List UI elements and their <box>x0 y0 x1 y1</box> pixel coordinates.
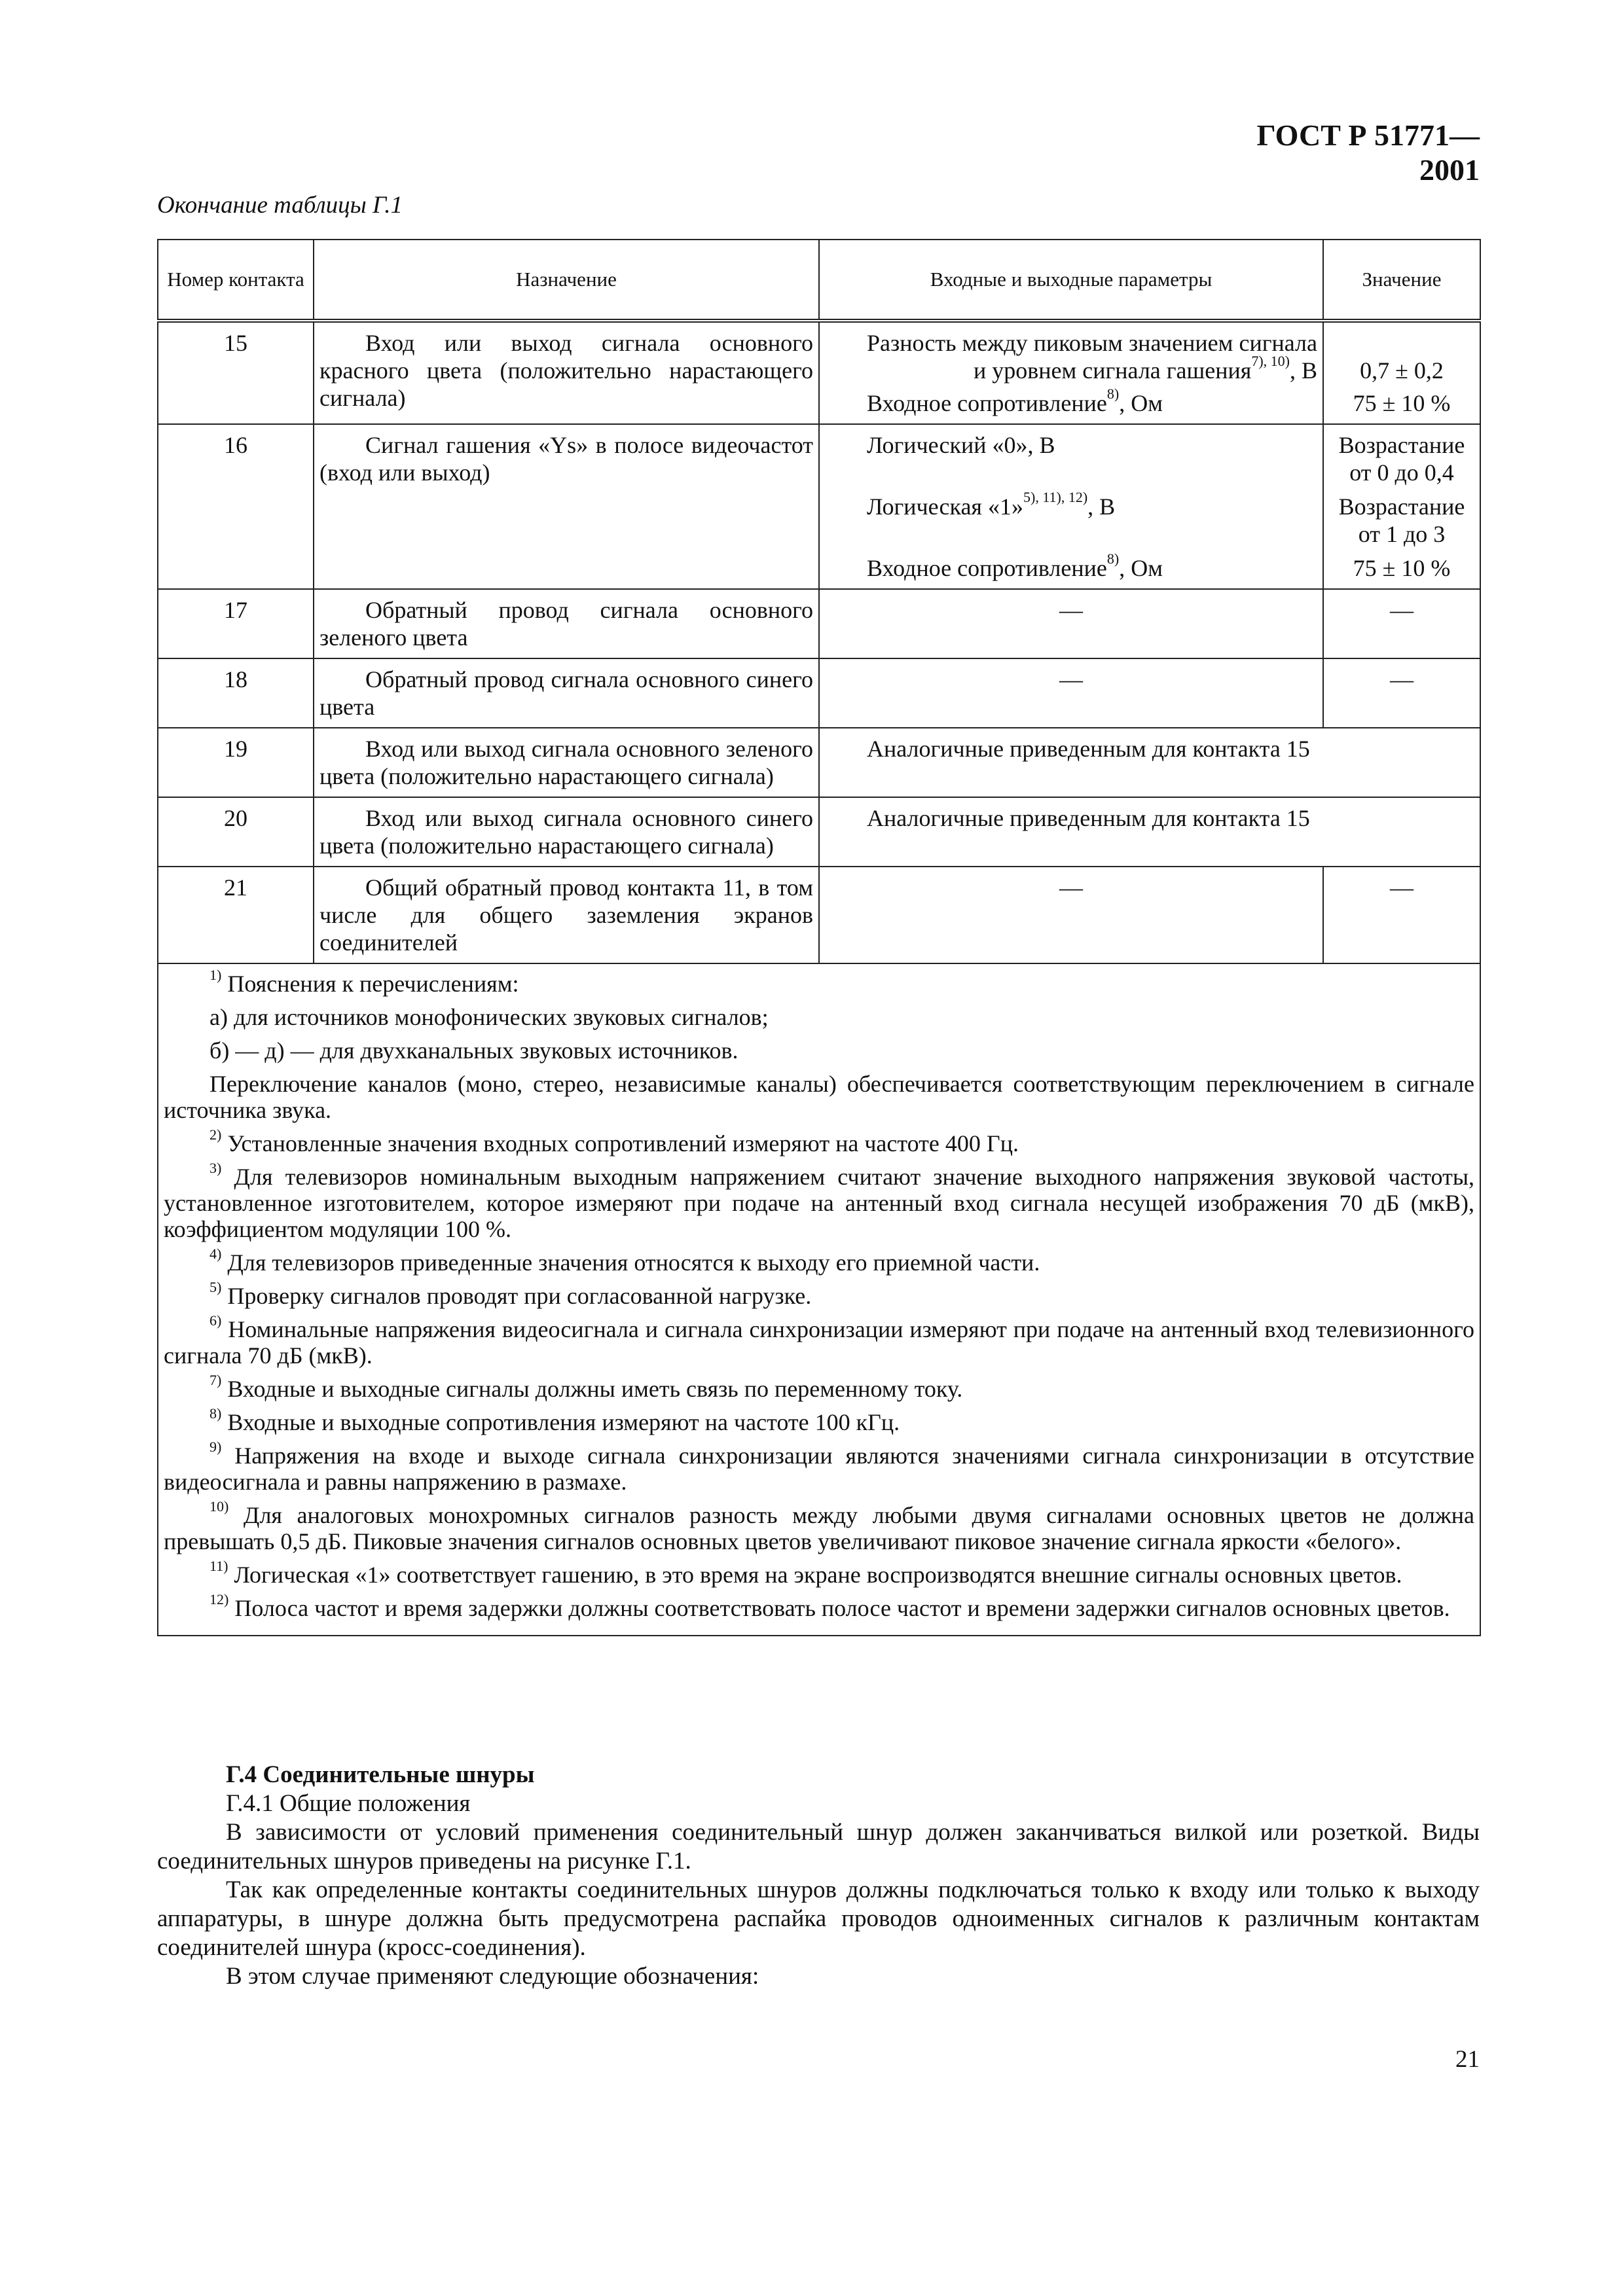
table-row <box>158 797 1480 867</box>
contact-parameters: — <box>819 589 1323 658</box>
contact-number: 17 <box>158 589 314 658</box>
footnote: а) для источников монофонических звуковых сигналов; <box>210 1004 769 1030</box>
footnote: $^{4)}$ Для телевизоров приведенные значения относятся к выходу его приемной части. <box>210 1246 1040 1276</box>
section-g4 <box>157 1761 1480 1991</box>
paragraph: В этом случае применяют следующие обозначения: <box>226 1963 759 1990</box>
table-g1 <box>157 239 1480 1636</box>
table-header-row <box>158 240 1480 321</box>
paragraph: В зависимости от условий применения соединительный шнур должен заканчиваться вилкой или розеткой. Виды соединительных шнуров приведены на рисунке Г.1. <box>157 1819 1480 1874</box>
contact-parameters-merged: Аналогичные приведенным для контакта 15 <box>819 797 1480 867</box>
header-value: Значение <box>1323 240 1480 321</box>
page-number: 21 <box>1455 2046 1480 2073</box>
subsection-title: Г.4.1 Общие положения <box>226 1790 471 1817</box>
footnote: б) — д) — для двухканальных звуковых источников. <box>210 1037 739 1064</box>
document-code: ГОСТ Р 51771—2001 <box>1256 118 1480 187</box>
table-row <box>158 321 1480 424</box>
contact-value: — <box>1323 589 1480 658</box>
paragraph: Так как определенные контакты соединительных шнуров должны подключаться только к входу или только к выходу аппаратуры, в шнуре должна быть предусмотрена распайка проводов одноименных сигналов к различным контактам соединителей шнура (кросс-соединения). <box>157 1876 1480 1961</box>
footnote: $^{7)}$ Входные и выходные сигналы должны иметь связь по переменному току. <box>210 1372 963 1402</box>
table-row <box>158 867 1480 963</box>
table-row <box>158 589 1480 658</box>
footnote: $^{2)}$ Установленные значения входных сопротивлений измеряют на частоте 400 Гц. <box>210 1126 1019 1157</box>
header-purpose: Назначение <box>314 240 819 321</box>
contact-parameters: Разность между пиковым значением сигнала и уровнем сигнала гашения$^{7), 10)}$, В Входное сопротивление$^{8)}$, Ом <box>819 321 1323 424</box>
contact-value: — <box>1323 867 1480 963</box>
contact-number: 15 <box>158 321 314 424</box>
contact-value: — <box>1323 658 1480 728</box>
contact-number: 18 <box>158 658 314 728</box>
contact-parameters: — <box>819 658 1323 728</box>
contact-purpose: Вход или выход сигнала основного красного цвета (положительно нарастающего сигнала) <box>314 321 819 424</box>
contact-purpose: Обратный провод сигнала основного зеленого цвета <box>314 589 819 658</box>
footnote: $^{11)}$ Логическая «1» соответствует гашению, в это время на экране воспроизводятся внешние сигналы основных цветов. <box>210 1558 1402 1588</box>
contact-purpose: Обратный провод сигнала основного синего цвета <box>314 658 819 728</box>
contact-parameters-merged: Аналогичные приведенным для контакта 15 <box>819 728 1480 797</box>
footnote: $^{5)}$ Проверку сигналов проводят при согласованной нагрузке. <box>210 1279 812 1309</box>
contact-number: 21 <box>158 867 314 963</box>
contact-number: 20 <box>158 797 314 867</box>
footnote: $^{1)}$ Пояснения к перечислениям: <box>210 967 519 997</box>
contact-purpose: Сигнал гашения «Ys» в полосе видеочастот (вход или выход) <box>314 424 819 589</box>
header-contact-number: Номер контакта <box>158 240 314 321</box>
contact-number: 19 <box>158 728 314 797</box>
header-parameters: Входные и выходные параметры <box>819 240 1323 321</box>
footnote: Переключение каналов (моно, стерео, независимые каналы) обеспечивается соответствующим переключением в сигнале источника звука. <box>164 1071 1474 1123</box>
table-row <box>158 728 1480 797</box>
contact-parameters: — <box>819 867 1323 963</box>
footnote: $^{10)}$ Для аналоговых монохромных сигналов разность между любыми двумя сигналами основных цветов не должна превышать 0,5 дБ. Пиковые значения сигналов основных цветов увеличивают пиковое значение сигнала яркости «белого». <box>164 1498 1475 1554</box>
footnote: $^{8)}$ Входные и выходные сопротивления измеряют на частоте 100 кГц. <box>210 1405 900 1435</box>
contacts-table <box>157 239 1481 1636</box>
footnotes-row <box>158 963 1480 1636</box>
contact-number: 16 <box>158 424 314 589</box>
contact-purpose: Вход или выход сигнала основного синего цвета (положительно нарастающего сигнала) <box>314 797 819 867</box>
contact-value: Возрастание от 0 до 0,4 Возрастание от 1 до 3 75 ± 10 % <box>1323 424 1480 589</box>
section-title: Г.4 Соединительные шнуры <box>226 1761 535 1788</box>
contact-purpose: Вход или выход сигнала основного зеленого цвета (положительно нарастающего сигнала) <box>314 728 819 797</box>
footnote: $^{12)}$ Полоса частот и время задержки должны соответствовать полосе частот и времени задержки сигналов основных цветов. <box>210 1591 1450 1621</box>
footnote: $^{9)}$ Напряжения на входе и выходе сигнала синхронизации являются значениями сигнала синхронизации в отсутствие видеосигнала и равны напряжению в размахе. <box>164 1439 1475 1495</box>
footnote: $^{6)}$ Номинальные напряжения видеосигнала и сигнала синхронизации измеряют при подаче на антенный вход телевизионного сигнала 70 дБ (мкВ). <box>164 1312 1475 1369</box>
table-row <box>158 658 1480 728</box>
contact-purpose: Общий обратный провод контакта 11, в том числе для общего заземления экранов соединителей <box>314 867 819 963</box>
table-row <box>158 424 1480 589</box>
footnote: $^{3)}$ Для телевизоров номинальным выходным напряжением считают значение выходного напряжения звуковой частоты, установленное изготовителем, которое измеряют при подаче на антенный вход сигнала несущей изображения 70 дБ (мкВ), коэффициентом модуляции 100 %. <box>164 1160 1475 1242</box>
contact-value: 0,7 ± 0,2 75 ± 10 % <box>1323 321 1480 424</box>
table-footnotes <box>158 963 1480 1636</box>
contact-parameters: Логический «0», В Логическая «1»$^{5), 11), 12)}$, В Входное сопротивление$^{8)}$, Ом <box>819 424 1323 589</box>
table-caption: Окончание таблицы Г.1 <box>157 192 403 219</box>
